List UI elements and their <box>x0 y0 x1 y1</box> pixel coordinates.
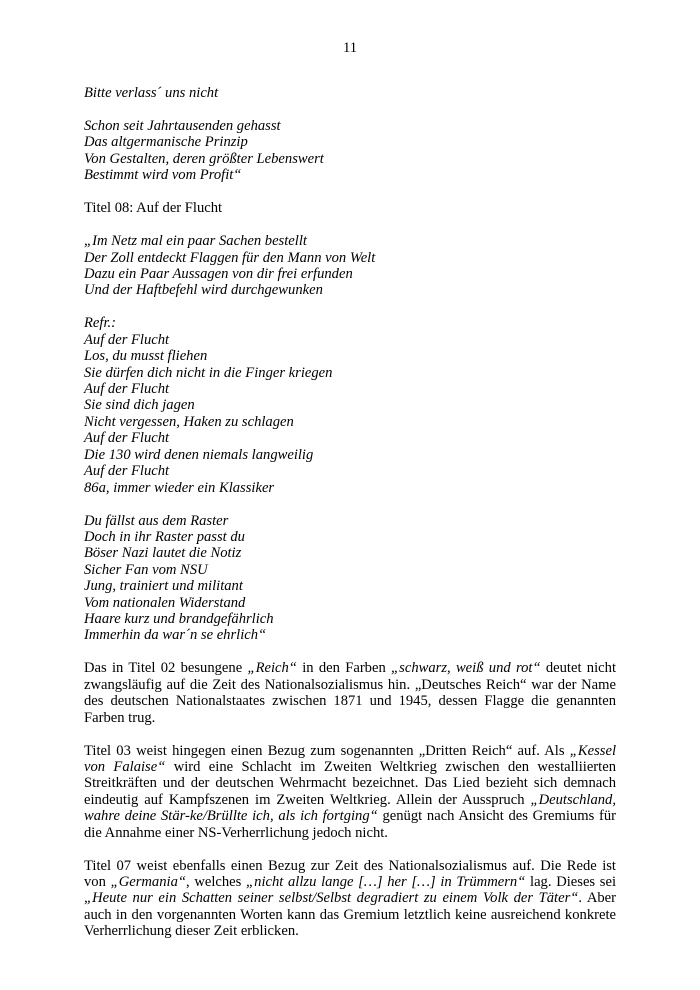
document-body <box>84 85 616 956</box>
lyric-line: Los, du musst fliehen <box>84 348 208 365</box>
lyric-line: Schon seit Jahrtausenden gehasst <box>84 118 281 134</box>
lyric-line: Vom nationalen Widerstand <box>84 594 246 611</box>
lyrics-refrain <box>84 315 616 495</box>
lyric-line: Böser Nazi lautet die Notiz <box>84 545 242 562</box>
lyric-line: Dazu ein Paar Aussagen von dir frei erfunden <box>84 266 353 283</box>
quote-text: „Heute nur ein Schatten seiner selbst/Selbst degradiert zu einem Volk der Täter“ <box>84 890 579 907</box>
quote-text: „Reich“ <box>247 660 297 677</box>
lyric-line: Und der Haftbefehl wird durchgewunken <box>84 282 323 299</box>
lyrics-block <box>84 233 616 299</box>
lyric-line: Sie dürfen dich nicht in die Finger kriegen <box>84 364 333 381</box>
lyrics-block <box>84 513 616 644</box>
lyric-line: Du fällst aus dem Raster <box>84 512 229 529</box>
body-text: Titel 03 weist hingegen einen Bezug zum sogenannten „Dritten Reich“ auf. Als <box>84 742 570 759</box>
lyric-line: Doch in ihr Raster passt du <box>84 528 245 545</box>
quote-text: „schwarz, weiß und rot“ <box>391 660 541 677</box>
lyric-line: Jung, trainiert und militant <box>84 578 243 595</box>
lyric-line: 86a, immer wieder ein Klassiker <box>84 479 275 496</box>
body-text: lag. Dieses sei <box>525 874 616 890</box>
lyric-line: Haare kurz und brandgefährlich <box>84 610 274 627</box>
paragraph <box>84 660 616 726</box>
body-text: , welches <box>186 874 247 890</box>
quote-text: „Germania“ <box>110 874 186 890</box>
lyric-line: Auf der Flucht <box>84 430 170 447</box>
lyric-line: Nicht vergessen, Haken zu schlagen <box>84 413 294 430</box>
body-text: in den Farben <box>296 660 392 677</box>
lyric-line: Refr.: <box>84 315 117 332</box>
body-text: wird eine Schlacht im Zweiten Weltkrieg zwischen den westalliierten Streitkräften und der deutschen Wehrmacht bezeichnet. Das Lied bezieht sich demnach eindeutig auf Kampfszenen im Zweiten Weltkrieg. Allein der Ausspruch <box>84 758 616 808</box>
body-text: Das in Titel 02 besungene <box>84 660 248 677</box>
body-text: genügt nach Ansicht des Gremiums für die Annahme einer NS-Verherrlichung jedoch nicht. <box>84 808 616 841</box>
lyric-line: Auf der Flucht <box>84 331 170 348</box>
body-text: deutet nicht zwangsläufig auf die Zeit des Nationalsozialismus hin. „Deutsches Reich“ war der Name des deutschen Nationalstaates zwischen 1871 und 1945, dessen Flagge die genannten Farben trug. <box>84 660 616 726</box>
lyric-line: Auf der Flucht <box>84 381 170 398</box>
lyric-line: Auf der Flucht <box>84 463 170 480</box>
paragraph <box>84 858 616 940</box>
quote-text: „Deutschland, wahre deine Stär-ke/Brüllte ich, als ich fortging“ <box>84 791 616 825</box>
lyric-line: Immerhin da war´n se ehrlich“ <box>84 627 267 644</box>
lyric-line: Die 130 wird denen niemals langweilig <box>84 446 314 463</box>
quote-text: „nicht allzu lange […] her […] in Trümmern“ <box>246 874 526 890</box>
lyric-line: Bestimmt wird vom Profit“ <box>84 167 242 184</box>
body-text: Titel 07 weist ebenfalls einen Bezug zur Zeit des Nationalsozialismus auf. Die Rede ist von <box>84 857 616 890</box>
lyric-line: Sicher Fan vom NSU <box>84 561 208 578</box>
lyric-line: „Im Netz mal ein paar Sachen bestellt <box>84 233 307 250</box>
body-text: . Aber auch in den vorgenannten Worten kann das Gremium letztlich keine ausreichend konkrete Verherrlichung dieser Zeit erblicken. <box>84 890 616 940</box>
lyric-line: Das altgermanische Prinzip <box>84 134 248 151</box>
quote-text: „Kessel von Falaise“ <box>84 742 616 775</box>
lyric-line: Sie sind dich jagen <box>84 397 195 414</box>
paragraph <box>84 743 616 841</box>
lyric-line: Bitte verlass´ uns nicht <box>84 85 219 101</box>
lyrics-block <box>84 118 616 184</box>
page-number: 11 <box>342 40 358 56</box>
song-title: Titel 08: Auf der Flucht <box>84 200 223 217</box>
lyric-line: Der Zoll entdeckt Flaggen für den Mann von Welt <box>84 249 376 266</box>
lyrics-block <box>84 85 616 101</box>
lyric-line: Von Gestalten, deren größter Lebenswert <box>84 150 324 167</box>
